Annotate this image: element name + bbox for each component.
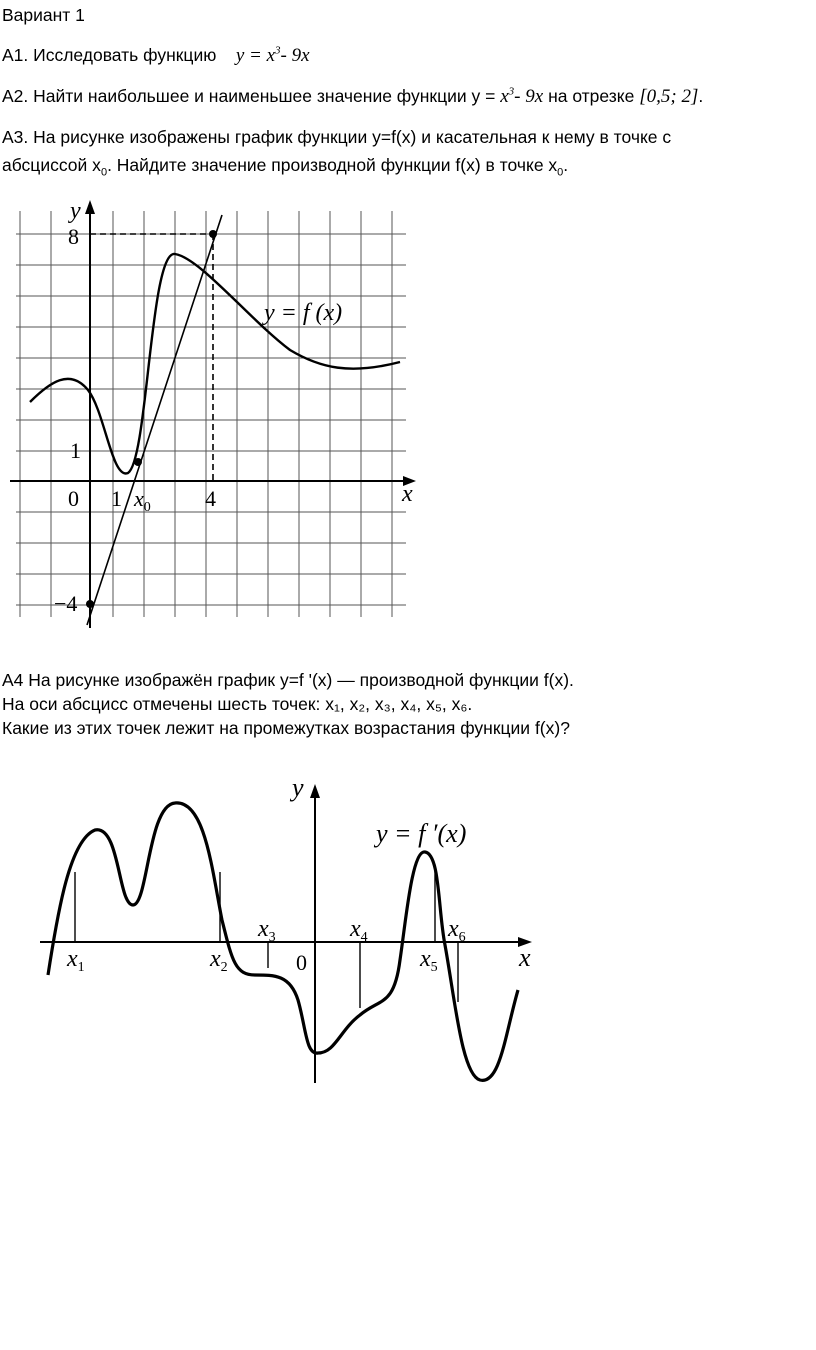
tick-8: 8 [68,224,79,249]
tick-1-y: 1 [70,438,81,463]
task-a4-line1: А4 На рисунке изображён график y=f '(x) — производной функции f(x). [2,670,574,690]
task-a3-line1: А3. На рисунке изображены график функции y=f(x) и касательная к нему в точке с [2,127,672,147]
task-a4-line3: Какие из этих точек лежит на промежутках возрастания функции f(x)? [2,718,570,738]
y-axis-label: y [292,773,304,802]
point-8 [209,230,217,238]
task-a1-label: А1. Исследовать функцию [2,45,217,65]
task-a2-formula: $x^3-$ 9x [500,85,544,107]
label-x5: $x_5$ [420,946,438,975]
function-curve [30,254,400,474]
task-a1 [2,44,310,67]
tick-4: 4 [205,486,216,511]
y-axis-arrow [85,200,95,214]
task-a4-line2: На оси абсцисс отмечены шесть точек: x₁, x₂, x₃, x₄, x₅, x₆. [2,694,473,714]
label-x1: $x_1$ [67,946,85,975]
task-a2-mid: на отрезке [548,86,635,106]
task-a2: А2. Найти наибольшее и наименьшее значение функции $у = x^3-$ 9x на отрезке [0,5; 2]. [2,85,704,107]
a3-graph [0,190,430,640]
point-x0 [134,458,142,466]
a4-graph [0,770,560,1100]
tick-x0: $x_0$ [134,486,151,515]
label-x4: $x_4$ [350,916,368,945]
x-axis-label: x [402,481,413,507]
tick-minus4: −4 [54,591,78,616]
y-axis-arrow [310,784,320,798]
point-minus4 [86,600,94,608]
y-axis-label: y [70,198,81,224]
label-x3: $x_3$ [258,916,276,945]
curve-label: y = f ′(x) [376,819,467,848]
axes [10,208,408,628]
label-x6: $x_6$ [448,916,466,945]
tick-1-x: 1 [111,486,122,511]
page-title: Вариант 1 [2,5,85,25]
curve-label: y = f (x) [264,300,343,326]
task-a3-line2: абсциссой $x_0$. Найдите значение производной функции f(x) в точке $x_0$. [2,155,569,179]
grid [16,211,406,617]
task-a2-label: А2. Найти наибольшее и наименьшее значение функции у = [2,86,496,106]
origin-label: 0 [296,950,307,975]
task-a1-formula: $y = x^3-$ 9x [235,44,310,66]
tick-0: 0 [68,486,79,511]
task-a2-interval: [0,5; 2] [639,86,699,107]
x-axis-label: x [519,943,531,972]
label-x2: $x_2$ [210,946,228,975]
